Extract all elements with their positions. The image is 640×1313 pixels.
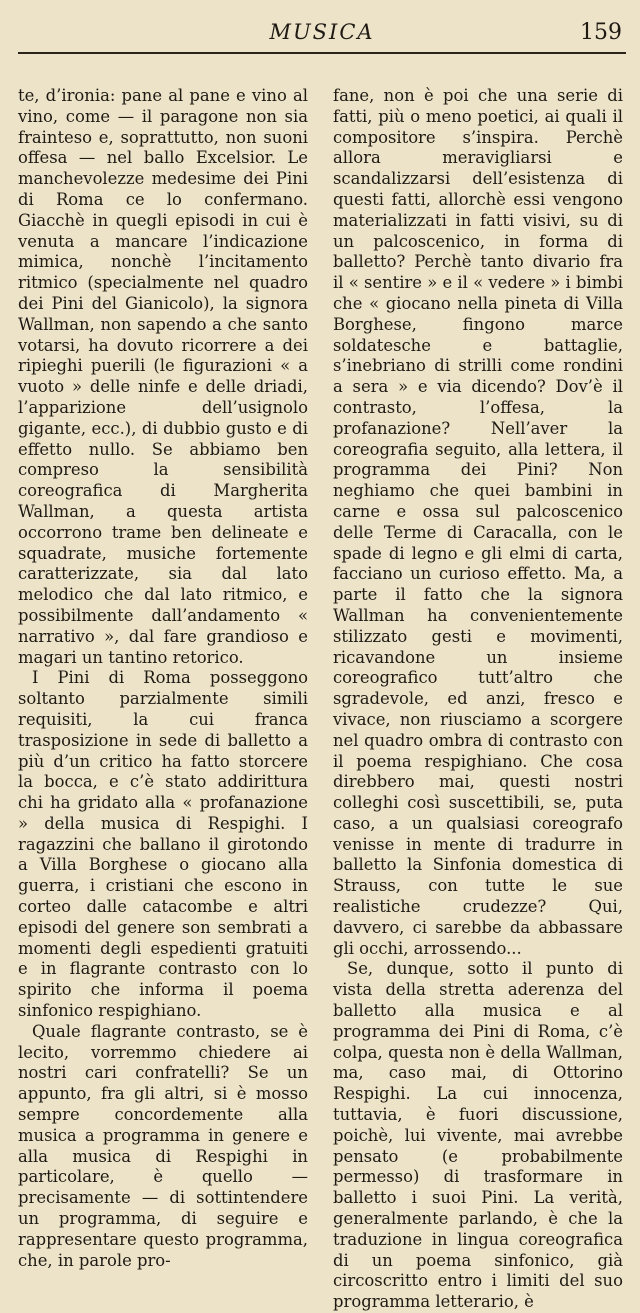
page-number: 159 (580, 20, 622, 45)
paragraph: Quale flagrante contrasto, se è lecito, vorremmo chiedere ai nostri cari confratelli? Se un appunto, fra gli altri, si è mosso sempre concordemente alla musica a programma in genere e alla musica di Respighi in particolare, è quello — precisamente — di sottintendere un programma, di seguire e rappresentare questo programma, che, in parole pro- (18, 1021, 308, 1270)
section-title: MUSICA (269, 20, 375, 44)
paragraph: Se, dunque, sotto il punto di vista della stretta aderenza del balletto alla musica e al programma dei Pini di Roma, c’è colpa, questa non è della Wallman, ma, caso mai, di Ottorino Respighi. La cui innocenza, tuttavia, è fuori discussione, poichè, lui vivente, mai avrebbe pensato (e probabilmente permesso) di trasformare in balletto i suoi Pini. La verità, generalmente parlando, è che la traduzione in lingua coreografica di un poema sinfonico, già circoscritto entro i limiti del suo programma letterario, è (333, 959, 623, 1312)
running-header (18, 14, 626, 54)
right-column (333, 86, 623, 1313)
paragraph: I Pini di Roma posseggono soltanto parzialmente simili requisiti, la cui franca trasposizione in sede di balletto a più d’un critico ha fatto storcere la bocca, e c’è stato addirittura chi ha gridato alla « profanazione » della musica di Respighi. I ragazzini che ballano il girotondo a Villa Borghese o giocano alla guerra, i cristiani che escono in corteo dalle catacombe e altri episodi del genere son sembrati a momenti degli espedienti gratuiti e in flagrante contrasto con lo spirito che informa il poema sinfonico respighiano. (18, 668, 308, 1021)
left-column (18, 86, 308, 1271)
paragraph: te, d’ironia: pane al pane e vino al vino, come — il paragone non sia frainteso e, soprattutto, non suoni offesa — nel ballo Excelsior. Le manchevolezze medesime dei Pini di Roma ce lo confermano. Giacchè in quegli episodi in cui è venuta a mancare l’indicazione mimica, nonchè l’incitamento ritmico (specialmente nel quadro dei Pini del Gianicolo), la signora Wallman, non sapendo a che santo votarsi, ha dovuto ricorrere a dei ripieghi puerili (le figurazioni « a vuoto » delle ninfe e delle driadi, l’apparizione dell’usignolo gigante, ecc.), di dubbio gusto e di effetto nullo. Se abbiamo ben compreso la sensibilità coreografica di Margherita Wallman, a questa artista occorrono trame ben delineate e squadrate, musiche fortemente caratterizzate, sia dal lato melodico che dal lato ritmico, e possibilmente dall’andamento « narrativo », dal fare grandioso e magari un tantino retorico. (18, 86, 308, 667)
paragraph: fane, non è poi che una serie di fatti, più o meno poetici, ai quali il compositore s’inspira. Perchè allora meravigliarsi e scandalizzarsi dell’esistenza di questi fatti, allorchè essi vengono materializzati in fatti visivi, su di un palcoscenico, in forma di balletto? Perchè tanto divario fra il « sentire » e il « vedere » i bimbi che « giocano nella pineta di Villa Borghese, fingono marce soldatesche e battaglie, s’inebriano di strilli come rondini a sera » e via dicendo? Dov’è il contrasto, l’offesa, la profanazione? Nell’aver la coreografia seguito, alla lettera, il programma dei Pini? Non neghiamo che quei bambini in carne e ossa sul palcoscenico delle Terme di Caracalla, con le spade di legno e gli elmi di carta, facciano un curioso effetto. Ma, a parte il fatto che la signora Wallman ha convenientemente stilizzato gesti e movimenti, ricavandone un insieme coreografico tutt’altro che sgradevole, ed anzi, fresco e vivace, non riusciamo a scorgere nel quadro ombra di contrasto con il poema respighiano. Che cosa direbbero mai, questi nostri colleghi così suscettibili, se, puta caso, a un qualsiasi coreografo venisse in mente di tradurre in balletto la Sinfonia domestica di Strauss, con tutte le sue realistiche crudezze? Qui, davvero, ci sarebbe da abbassare gli occhi, arrossendo... (333, 86, 623, 958)
